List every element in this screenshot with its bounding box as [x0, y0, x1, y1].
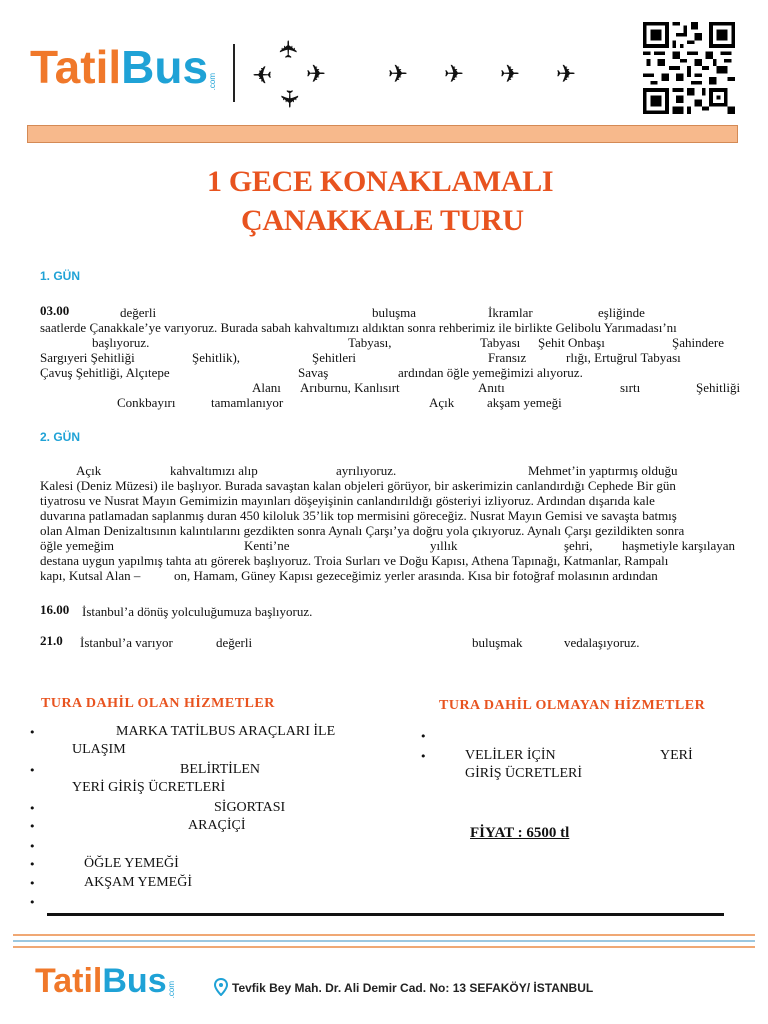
section-divider — [47, 913, 724, 916]
return-time: 16.00 — [40, 602, 70, 617]
included-services-heading: TURA DAHİL OLAN HİZMETLER — [41, 696, 275, 711]
footer-logo — [35, 964, 176, 998]
list-bullet: • — [420, 750, 427, 763]
day1-text: Anıtı — [478, 380, 505, 395]
day1-text: sırtı — [620, 380, 641, 395]
plane-icon: ✈ — [556, 60, 577, 88]
tour-title-line1: 1 GECE KONAKLAMALI — [207, 165, 554, 198]
list-bullet: • — [29, 840, 36, 853]
excluded-item: GİRİŞ ÜCRETLERİ — [465, 766, 583, 781]
brand-logo — [30, 41, 218, 93]
arrival-text: İstanbul’a varıyor — [80, 635, 173, 650]
plane-icon: ✈ — [275, 38, 304, 60]
day1-text: Çavuş Şehitliği, Alçıtepe — [40, 365, 170, 380]
plane-icon: ✈ — [500, 60, 521, 88]
logo-text-bus: Bus — [102, 962, 167, 1000]
day1-text: İkramlar — [488, 305, 533, 320]
day1-text: eşliğinde — [598, 305, 645, 320]
day2-text: duvarına patlamadan saplanmış duran 450 kiloluk 35’lik top mermisini göreceğiz. Nusrat Mayın Gemisi ve savaşta batmış — [40, 508, 677, 523]
plane-icon: ✈ — [252, 60, 273, 88]
day2-text: on, Hamam, Güney Kapısı gezeceğimiz yerler arasında. Kısa bir fotoğraf molasının ardından — [174, 568, 658, 583]
day2-text: ayrılıyoruz. — [336, 463, 397, 478]
day2-text: öğle yemeğim — [40, 538, 115, 553]
day1-text: Açık — [429, 395, 455, 410]
day2-text: yıllık — [430, 538, 458, 553]
list-bullet: • — [29, 896, 36, 909]
day2-heading: 2. GÜN — [40, 430, 81, 444]
day1-text: Alanı — [252, 380, 281, 395]
footer-stripes — [13, 934, 755, 952]
included-item: MARKA TATİLBUS ARAÇLARI İLE — [116, 724, 336, 739]
logo-text-tatil: Tatil — [30, 41, 122, 93]
day1-text: Sargıyeri Şehitliği — [40, 350, 135, 365]
day1-text: rlığı, Ertuğrul Tabyası — [566, 350, 681, 365]
plane-icon: ✈ — [275, 88, 304, 110]
day2-text: Kalesi (Deniz Müzesi) ile başlıyor. Burada savaştan kalan objeleri görüyor, bir askerimizin canlandırdığı Cephede Bir gün — [40, 478, 676, 493]
arrival-text: vedalaşıyoruz. — [564, 635, 640, 650]
header-band — [27, 125, 738, 143]
excluded-services-heading: TURA DAHİL OLMAYAN HİZMETLER — [439, 698, 706, 713]
logo-text-tatil: Tatil — [35, 962, 103, 1000]
day1-text: Arıburnu, Kanlısırt — [300, 380, 400, 395]
day2-text: kahvaltımızı alıp — [170, 463, 258, 478]
day1-text: Şahindere — [672, 335, 724, 350]
list-bullet: • — [29, 820, 36, 833]
day1-text: buluşma — [372, 305, 417, 320]
arrival-text: değerli — [216, 635, 253, 650]
logo-text-com: .com — [208, 72, 218, 90]
included-item: ARAÇİÇİ — [188, 818, 246, 833]
header-divider — [233, 44, 235, 102]
day1-text: saatlerde Çanakkale’ye varıyoruz. Burada sabah kahvaltımızı aldıktan sonra rehberimiz ile birlikte Gelibolu Yarımadası’nı — [40, 320, 677, 335]
list-bullet: • — [29, 858, 36, 871]
day2-text: haşmetiyle karşılayan — [622, 538, 735, 553]
logo-text-com: .com — [166, 980, 176, 998]
day1-time: 03.00 — [40, 303, 70, 318]
excluded-item: YERİ — [660, 748, 693, 763]
day2-text: olan Alman Denizaltısının kalıntılarını gezdikten sonra Aynalı Çarşı’ya doğru yola çıkıyoruz. Aynalı Çarşı gezildikten sonra — [40, 523, 685, 538]
qr-code — [640, 22, 738, 114]
arrival-text: buluşmak — [472, 635, 523, 650]
day2-text: destana uygun yapılmış tahta atı görerek başlıyoruz. Troia Surları ve Doğu Kapısı, Athena Tapınağı, Katmanlar, Rampalı — [40, 553, 669, 568]
day1-text: Fransız — [488, 350, 527, 365]
list-bullet: • — [29, 877, 36, 890]
day1-text: Tabyası, — [348, 335, 392, 350]
day2-text: Mehmet’in yaptırmış olduğu — [528, 463, 678, 478]
tour-title-line2: ÇANAKKALE TURU — [241, 204, 524, 237]
day1-text: akşam yemeği — [487, 395, 562, 410]
included-item: BELİRTİLEN — [180, 762, 261, 777]
included-item: ÖĞLE YEMEĞİ — [84, 856, 179, 871]
included-item: YERİ GİRİŞ ÜCRETLERİ — [72, 780, 226, 795]
arrival-time: 21.0 — [40, 633, 63, 648]
day1-text: başlıyoruz. — [92, 335, 150, 350]
day1-text: Şehitliği — [696, 380, 741, 395]
included-item: ULAŞIM — [72, 742, 126, 757]
day1-heading: 1. GÜN — [40, 269, 81, 283]
tour-price: FİYAT : 6500 tl — [470, 825, 570, 841]
list-bullet: • — [29, 726, 36, 739]
day1-text: Şehit Onbaşı — [538, 335, 605, 350]
day1-text: Conkbayırı — [117, 395, 176, 410]
day1-text: Savaş — [298, 365, 329, 380]
list-bullet: • — [29, 764, 36, 777]
return-text: İstanbul’a dönüş yolculuğumuza başlıyoruz. — [82, 604, 313, 619]
day2-text: şehri, — [564, 538, 593, 553]
day1-text: Şehitlik), — [192, 350, 241, 365]
footer-address: Tevfik Bey Mah. Dr. Ali Demir Cad. No: 13 SEFAKÖY/ İSTANBUL — [232, 981, 594, 995]
day2-text: Kenti’ne — [244, 538, 290, 553]
plane-icon: ✈ — [388, 60, 409, 88]
plane-icon: ✈ — [444, 60, 465, 88]
plane-icon: ✈ — [306, 60, 327, 88]
logo-text-bus: Bus — [121, 41, 209, 93]
day1-text: tamamlanıyor — [211, 395, 284, 410]
included-item: SİGORTASI — [214, 800, 286, 815]
day2-text: kapı, Kutsal Alan – — [40, 568, 141, 583]
list-bullet: • — [29, 802, 36, 815]
day1-text: Tabyası — [480, 335, 521, 350]
day2-text: Açık — [76, 463, 102, 478]
location-pin-icon — [214, 978, 228, 996]
day1-text: ardından öğle yemeğimizi alıyoruz. — [398, 365, 583, 380]
day1-text: değerli — [120, 305, 157, 320]
day1-text: Şehitleri — [312, 350, 357, 365]
excluded-item: VELİLER İÇİN — [465, 748, 556, 763]
day2-text: tiyatrosu ve Nusrat Mayın Gemimizin mayınları döşeyişinin canlandırıldığı gösteriyi izliyoruz. Ardından dışarıda kale — [40, 493, 655, 508]
included-item: AKŞAM YEMEĞİ — [84, 875, 192, 890]
list-bullet: • — [420, 730, 427, 743]
